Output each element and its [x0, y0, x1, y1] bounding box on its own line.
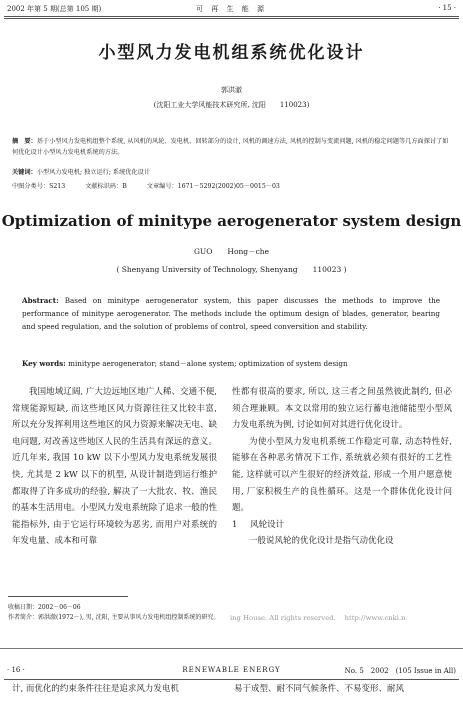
keywords-cn [12, 167, 452, 176]
body-column-right [232, 384, 452, 550]
classification-cn [12, 181, 452, 190]
header-rule-thin [4, 18, 459, 19]
section-heading [232, 517, 452, 534]
clc-number: 中图分类号：S213 [12, 183, 66, 190]
abstract-en [22, 294, 440, 333]
footnote-author-bio: 作者简介：郭洪澈(1972－), 男, 沈阳, 主要从事风力发电机组控制系统的研究。 [8, 614, 220, 621]
abstract-cn-label: 摘 要： [12, 138, 37, 145]
watermark-text: ing House. All rights reserved. http://www.cnki.n [230, 614, 406, 622]
paragraph: 性都有很高的要求, 所以, 这三者之间虽然彼此制约, 但必须合理兼顾。本文以常用的独立运行蓄电池储能型小型风力发电系统为例, 讨论如何对其进行优化设计。 [232, 387, 452, 431]
section-number: 1 [232, 519, 238, 530]
abstract-cn [12, 136, 452, 158]
author-en: GUO Hong－che [193, 247, 270, 256]
article-number: 文章编号：1671－5292(2002)05－0015－03 [146, 183, 280, 190]
abstract-en-label: Abstract: [22, 296, 59, 305]
next-page-left-line: 计, 而优化的约束条件往往是追求风力发电机 [12, 684, 179, 694]
header2-rule [4, 679, 459, 680]
header2-page-number: · 16 · [7, 666, 25, 674]
header2-journal: RENEWABLE ENERGY [182, 666, 281, 674]
paper-title-cn: 小型风力发电机组系统优化设计 [98, 43, 365, 63]
keywords-en-text: minitype aerogenerator; stand－alone system; optimization of system design [65, 359, 348, 368]
next-page-right-line: 易于成型、耐不同气候条件、不易变形、耐风 [234, 684, 405, 694]
paper-title-en: Optimization of minitype aerogenerator system design [1, 212, 462, 230]
keywords-cn-text: 小型风力发电机; 独立运行; 系统优化设计 [36, 169, 151, 176]
affiliation-en: ( Shenyang University of Technology, Shenyang 110023 ) [116, 265, 347, 274]
keywords-en-label: Key words: [22, 359, 66, 368]
header-journal: 可 再 生 能 源 [196, 5, 267, 13]
keywords-cn-label: 关键词： [12, 169, 37, 176]
header-rule [4, 16, 459, 17]
author-cn: 郭洪澈 [221, 86, 242, 94]
doc-code: 文献标识码：B [85, 183, 127, 190]
page-header [7, 4, 456, 16]
page-header-2 [7, 666, 456, 678]
paragraph: 为使小型风力发电机系统工作稳定可靠, 动态特性好, 能够在各种恶劣情况下工作, 系统就必须有很好的工艺性能, 这样就可以产生很好的经济效益, 形成一个用户愿意使用, 厂家积极生产的良性循环。这是一个群体优化设计问题。 [232, 436, 452, 514]
paragraph: 我国地域辽阔, 广大边远地区地广人稀、交通不便, 常规能源短缺, 而这些地区风力资源往往又比较丰富, 所以充分发挥利用这些地区的风力资源来解决无电、缺电问题, 对改善这些地区人民的生活具有深远的意义。近几年来, 我国 10 kW 以下小型风力发电系统发展很快, 尤其是 2 kW 以下的机型, 从设计制造到运行维护都取得了许多成功的经验, 解决了一大批农、牧、渔民的基本生活用电。小型风力发电系统除了追求一般的性能指标外, 由于它运行环境较为恶劣, 而用户对系统的年发电量、成本和可靠 [12, 387, 217, 547]
abstract-cn-text: 基于小型风力发电机组整个系统, 从风机的风轮、发电机、回转部分的设计, 风机的调速方法, 风机的控制与变流问题, 风机的稳定问题等几方面探讨了如何优化设计小型风力发电机系统的方法。 [12, 138, 449, 156]
paragraph: 一般说风轮的优化设计是指气动优化设 [249, 536, 394, 547]
affiliation-cn: (沈阳工业大学风能技术研究所, 沈阳 110023) [153, 101, 310, 109]
body-column-left [12, 384, 217, 550]
header-page-number: · 15 · [438, 4, 456, 12]
footnote-rule [8, 596, 128, 597]
footnote-received: 收稿日期：2002－06－06 [8, 604, 81, 611]
abstract-en-text: Based on minitype aerogenerator system, this paper discusses the methods to improve the performance of minitype aerogenerator. The methods include the optimum design of blades, generator, bearing and speed regulation, and the solution of problems of control, speed conversition and stability. [22, 296, 440, 331]
keywords-en [22, 359, 440, 369]
section-title: 风轮设计 [250, 519, 285, 530]
header2-issue: No. 5 2002 (105 Issue in All) [344, 667, 456, 675]
header-issue: 2002 年第 5 期(总第 105 期) [7, 5, 102, 13]
